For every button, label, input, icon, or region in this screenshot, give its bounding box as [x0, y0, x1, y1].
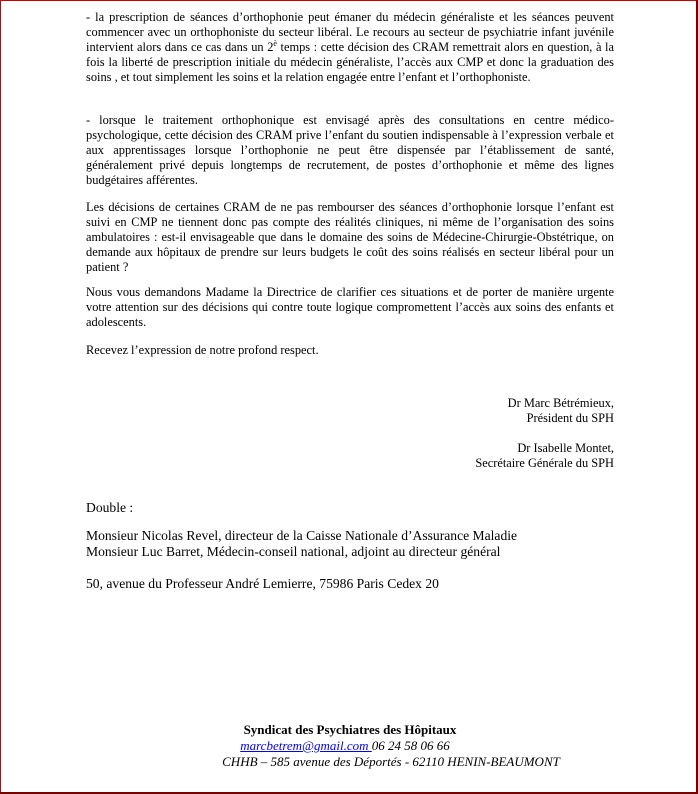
signature-name: Dr Isabelle Montet, — [517, 441, 614, 455]
copy-recipient-1: Monsieur Nicolas Revel, directeur de la Caisse Nationale d’Assurance Maladie — [86, 528, 518, 543]
copies-address: 50, avenue du Professeur André Lemierre, 75986 Paris Cedex 20 — [86, 576, 439, 591]
paragraph-prescription-text-b: temps : cette décision des CRAM remettrait alors en question, à la fois la liberté de prescription initiale du médecin généraliste, l’accès aux CMP et donc la graduation des soins , et tout simplement les soins et la relation engagée entre l’enfant et l’orthophoniste. — [86, 40, 614, 84]
paragraph-decisions — [86, 200, 614, 275]
signature-secretary — [475, 441, 614, 471]
footer-phone: 06 24 58 06 66 — [371, 738, 450, 753]
paragraph-treatment-text: - lorsque le traitement orthophonique est envisagé après des consultations en centre médico-psychologique, cette décision des CRAM prive l’enfant du soutien indispensable à l’expression verbale et aux apprentissages lorsque l’orthophonie ne peut être dispensée par l’établissement de santé, généralement privé depuis longtemps de recrutement, de postes d’orthophonie et même des lignes budgétaires afférentes. — [86, 113, 614, 187]
superscript: è — [273, 38, 277, 48]
closing-line-text: Recevez l’expression de notre profond respect. — [86, 343, 319, 357]
footer-contact — [0, 738, 694, 754]
signature-name: Dr Marc Bétrémieux, — [507, 396, 614, 410]
paragraph-prescription — [86, 10, 614, 85]
footer-organization: Syndicat des Psychiatres des Hôpitaux — [243, 722, 457, 737]
paragraph-prescription-text-a: - la prescription de séances d’orthophonie peut émaner du médecin généraliste et les séances peuvent commencer avec un orthophoniste du secteur libéral. Le recours au secteur de psychiatrie infant juvénile intervient alors dans ce cas dans un 2 — [86, 10, 614, 54]
copies-title: Double : — [86, 500, 134, 515]
paragraph-request — [86, 285, 614, 330]
paragraph-decisions-text: Les décisions de certaines CRAM de ne pas rembourser des séances d’orthophonie lorsque l’enfant est suivi en CMP ne tiennent donc pas compte des réalités cliniques, ni même de l’organisation des soins ambulatoires : est-il envisageable que dans le domaine des soins de Médecine-Chirurgie-Obstétrique, on demande aux hôpitaux de prendre sur leurs budgets le coût des soins réalisés en secteur libéral pour un patient ? — [86, 200, 614, 274]
signature-role: Secrétaire Générale du SPH — [475, 456, 614, 470]
paragraph-treatment — [86, 113, 614, 188]
footer-address: CHHB – 585 avenue des Déportés - 62110 HENIN-BEAUMONT — [222, 754, 560, 769]
closing-line — [86, 343, 614, 358]
signature-role: Président du SPH — [526, 411, 614, 425]
footer-email-link[interactable]: marcbetrem@gmail.com — [240, 738, 372, 753]
paragraph-request-text: Nous vous demandons Madame la Directrice de clarifier ces situations et de porter de manière urgente votre attention sur des décisions qui contre toute logique compromettent l’accès aux soins des enfants et adolescents. — [86, 285, 614, 329]
signature-president — [508, 396, 614, 426]
copies-recipients — [86, 528, 646, 560]
copy-recipient-2: Monsieur Luc Barret, Médecin-conseil national, adjoint au directeur général — [86, 544, 501, 559]
